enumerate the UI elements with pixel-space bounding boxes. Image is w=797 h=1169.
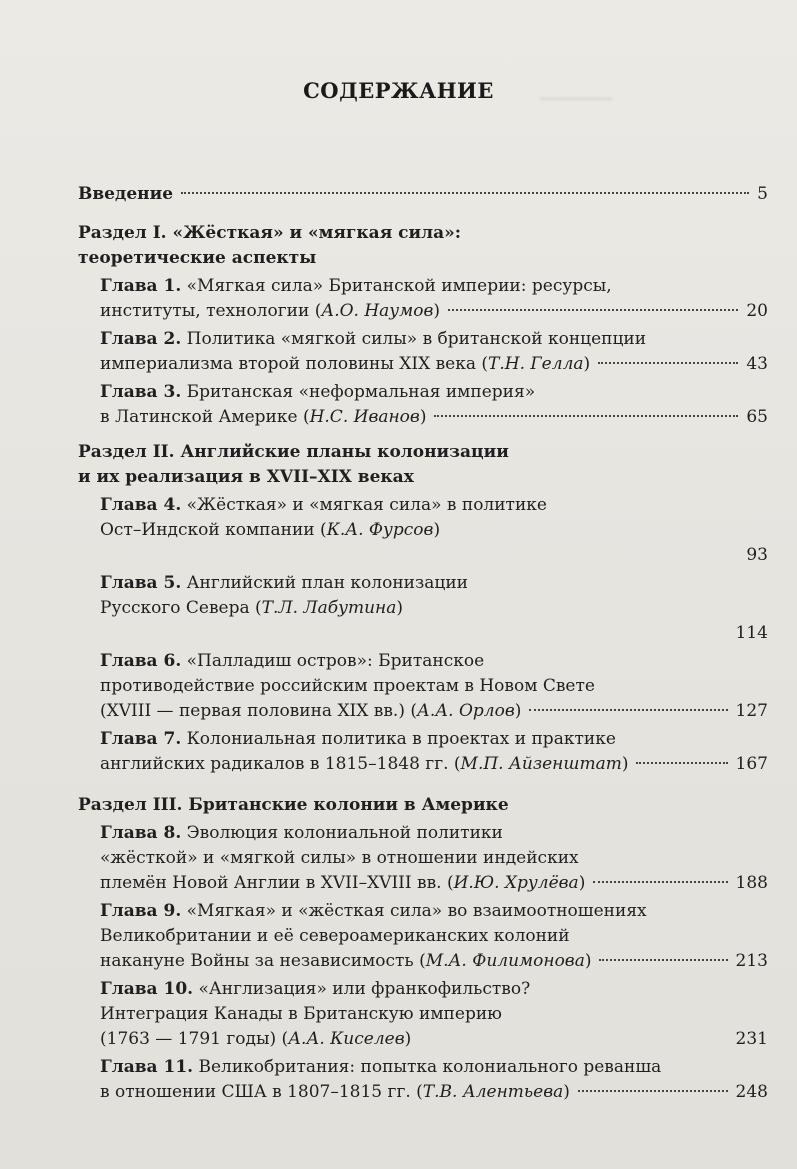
chapter-page: 167 <box>735 754 768 774</box>
chapter-title-line: Великобритании и её североамериканских колоний <box>100 926 570 946</box>
chapter-title-line: Ост–Индской компании ( <box>100 520 327 540</box>
chapter-title-line: Английский план колонизации <box>186 573 468 593</box>
leader-dots <box>578 1090 728 1092</box>
chapter-number: Глава 8. <box>100 823 182 843</box>
table-of-contents <box>78 182 768 1105</box>
toc-chapter-1[interactable]: Глава 1. «Мягкая сила» Британской империи: ресурсы, институты, технологии (А.О. Наумов) 20 <box>78 274 768 324</box>
chapter-number: Глава 5. <box>100 573 182 593</box>
toc-section-3 <box>78 793 768 818</box>
chapter-number: Глава 10. <box>100 979 194 999</box>
section-title-line: Раздел I. «Жёсткая» и «мягкая сила»: <box>78 223 462 243</box>
toc-chapter-5[interactable]: Глава 5. Английский план колонизации Русского Севера (Т.Л. Лабутина) 114 <box>78 571 768 646</box>
chapter-title-line: империализма второй половины XIX века ( <box>100 354 489 374</box>
chapter-title-line: Русского Севера ( <box>100 598 262 618</box>
chapter-page: 248 <box>735 1082 768 1102</box>
chapter-title-line: институты, технологии ( <box>100 301 322 321</box>
chapter-title-line: в отношении США в 1807–1815 гг. ( <box>100 1082 423 1102</box>
toc-chapter-2[interactable]: Глава 2. Политика «мягкой силы» в британской концепции империализма второй половины XIX века (Т.Н. Гелла) 43 <box>78 327 768 377</box>
leader-dots <box>448 309 738 311</box>
chapter-author: К.А. Фурсов <box>326 520 434 540</box>
leader-dots <box>529 709 727 711</box>
chapter-title-line: Интеграция Канады в Британскую империю <box>100 1004 502 1024</box>
toc-chapter-10[interactable]: Глава 10. «Англизация» или франкофильство? Интеграция Канады в Британскую империю (1763 — 1791 годы) (А.А. Киселев) 231 <box>78 977 768 1052</box>
chapter-page: 114 <box>735 623 768 643</box>
chapter-title-line: «Мягкая сила» Британской империи: ресурсы, <box>186 276 612 296</box>
toc-chapter-6[interactable]: Глава 6. «Палладиш остров»: Британское противодействие российским проектам в Новом Свете (XVIII — первая половина XIX вв.) (А.А. Орлов) 127 <box>78 649 768 724</box>
chapter-number: Глава 11. <box>100 1057 194 1077</box>
chapter-author: Т.Л. Лабутина <box>261 598 397 618</box>
chapter-title-line: (XVIII — первая половина XIX вв.) ( <box>100 701 417 721</box>
chapter-author: Т.Н. Гелла <box>488 354 584 374</box>
leader-dots <box>636 762 727 764</box>
chapter-author: Н.С. Иванов <box>309 407 420 427</box>
leader-dots <box>181 192 749 194</box>
toc-section-2 <box>78 440 768 490</box>
chapter-number: Глава 7. <box>100 729 182 749</box>
chapter-title-line: «Палладиш остров»: Британское <box>186 651 485 671</box>
chapter-title-line: «жёсткой» и «мягкой силы» в отношении индейских <box>100 848 579 868</box>
chapter-page: 213 <box>735 951 768 971</box>
chapter-author: А.А. Орлов <box>416 701 515 721</box>
chapter-page: 20 <box>746 301 768 321</box>
chapter-number: Глава 9. <box>100 901 182 921</box>
toc-section-1 <box>78 221 768 271</box>
chapter-page: 231 <box>735 1029 768 1049</box>
bleed-through-text: ──────── <box>540 90 613 108</box>
toc-title: СОДЕРЖАНИЕ <box>303 78 494 103</box>
chapter-title-line: Эволюция колониальной политики <box>186 823 503 843</box>
section-title-line: Раздел II. Английские планы колонизации <box>78 442 509 462</box>
toc-chapter-9[interactable]: Глава 9. «Мягкая» и «жёсткая сила» во взаимоотношениях Великобритании и её североамериканских колоний накануне Войны за независимость (М.А. Филимонова) 213 <box>78 899 768 974</box>
chapter-page: 93 <box>746 545 768 565</box>
chapter-title-line: «Англизация» или франкофильство? <box>198 979 531 999</box>
section-title-line: и их реализация в XVII–XIX веках <box>78 467 414 487</box>
chapter-author: И.Ю. Хрулёва <box>453 873 579 893</box>
chapter-number: Глава 4. <box>100 495 182 515</box>
toc-chapter-7[interactable]: Глава 7. Колониальная политика в проектах и практике английских радикалов в 1815–1848 гг. (М.П. Айзенштат) 167 <box>78 727 768 777</box>
chapter-title-line: Британская «неформальная империя» <box>186 382 536 402</box>
chapter-title-line: племён Новой Англии в XVII–XVIII вв. ( <box>100 873 454 893</box>
toc-chapter-8[interactable]: Глава 8. Эволюция колониальной политики «жёсткой» и «мягкой силы» в отношении индейских племён Новой Англии в XVII–XVIII вв. (И.Ю. Хрулёва) 188 <box>78 821 768 896</box>
chapter-title-line: «Мягкая» и «жёсткая сила» во взаимоотношениях <box>186 901 647 921</box>
chapter-page: 65 <box>746 407 768 427</box>
leader-dots <box>593 881 727 883</box>
leader-dots <box>598 362 738 364</box>
section-title-line: теоретические аспекты <box>78 248 317 268</box>
chapter-title-line: английских радикалов в 1815–1848 гг. ( <box>100 754 461 774</box>
chapter-page: 43 <box>746 354 768 374</box>
chapter-page: 188 <box>735 873 768 893</box>
toc-chapter-11[interactable]: Глава 11. Великобритания: попытка колониального реванша в отношении США в 1807–1815 гг. (Т.В. Алентьева) 248 <box>78 1055 768 1105</box>
chapter-author: М.А. Филимонова <box>425 951 585 971</box>
section-title-line: Раздел III. Британские колонии в Америке <box>78 795 509 815</box>
chapter-page: 127 <box>735 701 768 721</box>
chapter-author: А.А. Киселев <box>288 1029 405 1049</box>
toc-chapter-4[interactable]: Глава 4. «Жёсткая» и «мягкая сила» в политике Ост–Индской компании (К.А. Фурсов) 93 <box>78 493 768 568</box>
chapter-title-line: (1763 — 1791 годы) ( <box>100 1029 289 1049</box>
chapter-title-line: накануне Войны за независимость ( <box>100 951 426 971</box>
chapter-title-line: противодействие российским проектам в Новом Свете <box>100 676 595 696</box>
chapter-number: Глава 2. <box>100 329 182 349</box>
chapter-number: Глава 1. <box>100 276 182 296</box>
leader-dots <box>599 959 727 961</box>
chapter-author: Т.В. Алентьева <box>422 1082 564 1102</box>
chapter-title-line: Колониальная политика в проектах и практике <box>186 729 616 749</box>
toc-chapter-3[interactable]: Глава 3. Британская «неформальная империя» в Латинской Америке (Н.С. Иванов) 65 <box>78 380 768 430</box>
chapter-title-line: в Латинской Америке ( <box>100 407 310 427</box>
chapter-title-line: Великобритания: попытка колониального реванша <box>198 1057 662 1077</box>
chapter-title-line: «Жёсткая» и «мягкая сила» в политике <box>186 495 547 515</box>
intro-label: Введение <box>78 184 174 204</box>
chapter-author: А.О. Наумов <box>321 301 434 321</box>
toc-entry-intro[interactable] <box>78 182 768 207</box>
leader-dots <box>434 415 738 417</box>
chapter-number: Глава 3. <box>100 382 182 402</box>
chapter-author: М.П. Айзенштат <box>460 754 622 774</box>
intro-page: 5 <box>757 184 768 204</box>
chapter-title-line: Политика «мягкой силы» в британской концепции <box>186 329 647 349</box>
chapter-number: Глава 6. <box>100 651 182 671</box>
